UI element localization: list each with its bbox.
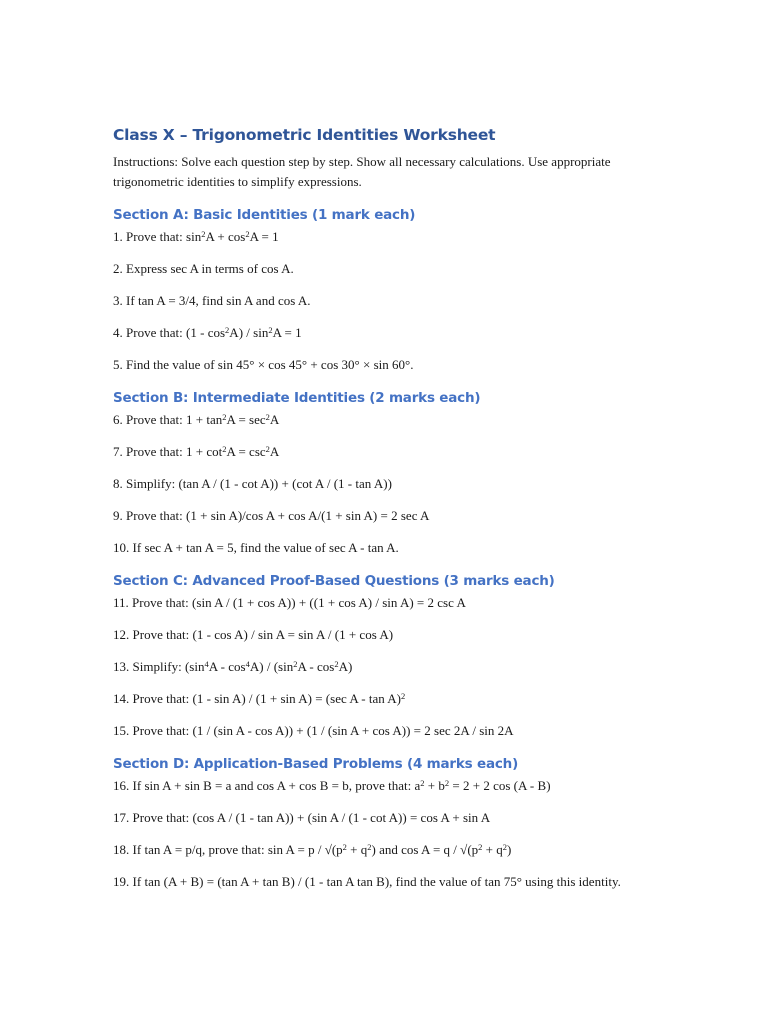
question-item: 9. Prove that: (1 + sin A)/cos A + cos A/(1 + sin A) = 2 sec A bbox=[113, 508, 430, 523]
question-item: 6. Prove that: $1 + \tan^2A = \sec^2A$ bbox=[113, 412, 280, 427]
question-item: 15. Prove that: (1 / (sin A - cos A)) + (1 / (sin A + cos A)) = 2 sec 2A / sin 2A bbox=[113, 723, 514, 738]
question-item: 1. Prove that: $\sin^2A + \cos^2A = 1$ bbox=[113, 229, 279, 244]
question-item: 14. Prove that: (1 - sin A) / (1 + sin A) = (sec A - tan A)$^2$ bbox=[113, 691, 406, 706]
question-item: 4. Prove that: $(1 - \cos^2A) / \sin^2A = 1$ bbox=[113, 325, 302, 340]
question-item: 10. If sec A + tan A = 5, find the value of sec A - tan A. bbox=[113, 540, 399, 555]
section-c bbox=[113, 571, 653, 740]
section-b bbox=[113, 388, 653, 557]
question-item: 5. Find the value of sin 45° × cos 45° + cos 30° × sin 60°. bbox=[113, 357, 414, 372]
question-item: 2. Express sec A in terms of cos A. bbox=[113, 261, 294, 276]
section-a bbox=[113, 205, 653, 374]
section-heading: Section C: Advanced Proof-Based Questions (3 marks each) bbox=[113, 573, 555, 589]
document-title: Class X – Trigonometric Identities Worksheet bbox=[113, 126, 496, 144]
question-item: 7. Prove that: $1 + \cot^2A = \csc^2A$ bbox=[113, 444, 280, 459]
section-heading: Section A: Basic Identities (1 mark each) bbox=[113, 207, 416, 223]
question-item: 3. If tan A = 3/4, find sin A and cos A. bbox=[113, 293, 311, 308]
question-item: 19. If tan (A + B) = (tan A + tan B) / (1 - tan A tan B), find the value of tan 75° using this identity. bbox=[113, 874, 621, 889]
section-d bbox=[113, 754, 653, 891]
question-item: 12. Prove that: (1 - cos A) / sin A = sin A / (1 + cos A) bbox=[113, 627, 394, 642]
question-item: 16. If sin A + sin B = a and cos A + cos B = b, prove that: $a^2 + b^2 = 2 + 2$ cos (A - B) bbox=[113, 778, 551, 793]
worksheet-page bbox=[113, 124, 653, 905]
question-item: 17. Prove that: (cos A / (1 - tan A)) + (sin A / (1 - cot A)) = cos A + sin A bbox=[113, 810, 491, 825]
question-item: 8. Simplify: (tan A / (1 - cot A)) + (cot A / (1 - tan A)) bbox=[113, 476, 392, 491]
question-item: 13. Simplify: $(\sin^4A - \cos^4A) / (\sin^2A - \cos^2A)$ bbox=[113, 659, 353, 674]
instructions-text: Instructions: Solve each question step by step. Show all necessary calculations. Use appropriate trigonometric identities to simplify expressions. bbox=[113, 154, 611, 189]
question-item: 11. Prove that: (sin A / (1 + cos A)) + ((1 + cos A) / sin A) = 2 csc A bbox=[113, 595, 466, 610]
section-heading: Section B: Intermediate Identities (2 marks each) bbox=[113, 390, 481, 406]
section-heading: Section D: Application-Based Problems (4 marks each) bbox=[113, 756, 519, 772]
question-item: 18. If tan A = p/q, prove that: $\sin A = p / √(p^2 + q^2)$ and $\cos A = q / √(p^2 + q^2)$ bbox=[113, 842, 512, 857]
